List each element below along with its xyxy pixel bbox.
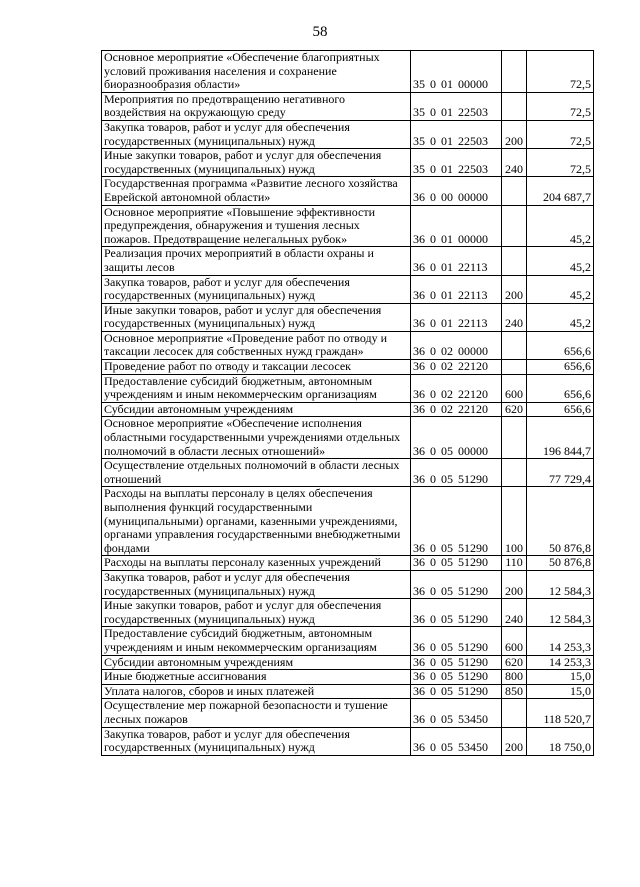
row-sum-cell: 12 584,3 — [527, 570, 594, 598]
row-name-cell: Основное мероприятие «Обеспечение исполнения областными государственными учреждениями отдельных полномочий в области лесных отношений» — [102, 417, 411, 459]
row-sum-cell: 45,2 — [527, 247, 594, 275]
row-expense-type-cell: 620 — [502, 655, 527, 670]
row-expense-type-cell — [502, 699, 527, 727]
table-row — [102, 487, 594, 556]
table-row — [102, 177, 594, 205]
row-sum-cell: 656,6 — [527, 402, 594, 417]
row-sum-cell: 656,6 — [527, 360, 594, 375]
row-csr-code-cell: 36 0 05 51290 — [411, 599, 502, 627]
row-sum-cell: 12 584,3 — [527, 599, 594, 627]
table-row — [102, 374, 594, 402]
row-name-cell: Уплата налогов, сборов и иных платежей — [102, 684, 411, 699]
table-row — [102, 417, 594, 459]
row-csr-code-cell: 36 0 05 51290 — [411, 684, 502, 699]
table-row — [102, 627, 594, 655]
row-name-cell: Реализация прочих мероприятий в области охраны и защиты лесов — [102, 247, 411, 275]
row-name-cell: Расходы на выплаты персоналу казенных учреждений — [102, 556, 411, 571]
row-csr-code-cell: 36 0 01 22113 — [411, 303, 502, 331]
row-csr-code-cell: 36 0 05 51290 — [411, 487, 502, 556]
row-name-cell: Мероприятия по предотвращению негативного воздействия на окружающую среду — [102, 92, 411, 120]
row-sum-cell: 45,2 — [527, 275, 594, 303]
row-name-cell: Проведение работ по отводу и таксации лесосек — [102, 360, 411, 375]
row-name-cell: Иные закупки товаров, работ и услуг для обеспечения государственных (муниципальных) нужд — [102, 303, 411, 331]
row-name-cell: Иные закупки товаров, работ и услуг для обеспечения государственных (муниципальных) нужд — [102, 599, 411, 627]
row-expense-type-cell: 600 — [502, 374, 527, 402]
row-expense-type-cell: 240 — [502, 599, 527, 627]
row-csr-code-cell: 36 0 02 00000 — [411, 331, 502, 359]
row-sum-cell: 45,2 — [527, 303, 594, 331]
row-sum-cell: 15,0 — [527, 670, 594, 685]
row-sum-cell: 14 253,3 — [527, 627, 594, 655]
row-expense-type-cell: 240 — [502, 149, 527, 177]
budget-table — [101, 50, 594, 756]
table-row — [102, 92, 594, 120]
row-csr-code-cell: 36 0 01 00000 — [411, 205, 502, 247]
row-expense-type-cell: 110 — [502, 556, 527, 571]
page-number: 58 — [312, 24, 328, 40]
row-sum-cell: 14 253,3 — [527, 655, 594, 670]
row-name-cell: Государственная программа «Развитие лесного хозяйства Еврейской автономной области» — [102, 177, 411, 205]
row-sum-cell: 50 876,8 — [527, 556, 594, 571]
row-name-cell: Расходы на выплаты персоналу в целях обеспечения выполнения функций государственными (муниципальными) органами, казенными учреждениями, органами управления государственными внебюджетными фондами — [102, 487, 411, 556]
row-csr-code-cell: 36 0 05 51290 — [411, 670, 502, 685]
row-sum-cell: 118 520,7 — [527, 699, 594, 727]
table-row — [102, 699, 594, 727]
table-body — [102, 51, 594, 756]
row-expense-type-cell: 240 — [502, 303, 527, 331]
table-row — [102, 670, 594, 685]
row-expense-type-cell — [502, 92, 527, 120]
row-csr-code-cell: 35 0 01 22503 — [411, 120, 502, 148]
row-expense-type-cell — [502, 177, 527, 205]
row-sum-cell: 45,2 — [527, 205, 594, 247]
table-row — [102, 727, 594, 755]
row-csr-code-cell: 36 0 00 00000 — [411, 177, 502, 205]
row-csr-code-cell: 36 0 05 00000 — [411, 417, 502, 459]
row-sum-cell: 656,6 — [527, 374, 594, 402]
row-sum-cell: 77 729,4 — [527, 459, 594, 487]
table-row — [102, 275, 594, 303]
table-row — [102, 331, 594, 359]
row-name-cell: Субсидии автономным учреждениям — [102, 655, 411, 670]
row-expense-type-cell: 800 — [502, 670, 527, 685]
row-name-cell: Основное мероприятие «Проведение работ по отводу и таксации лесосек для собственных нужд граждан» — [102, 331, 411, 359]
row-name-cell: Иные бюджетные ассигнования — [102, 670, 411, 685]
row-name-cell: Основное мероприятие «Повышение эффективности предупреждения, обнаружения и тушения лесных пожаров. Предотвращение нелегальных рубок» — [102, 205, 411, 247]
row-csr-code-cell: 36 0 05 51290 — [411, 570, 502, 598]
row-csr-code-cell: 35 0 01 22503 — [411, 149, 502, 177]
table-row — [102, 247, 594, 275]
row-csr-code-cell: 36 0 02 22120 — [411, 402, 502, 417]
row-expense-type-cell: 620 — [502, 402, 527, 417]
row-expense-type-cell: 200 — [502, 120, 527, 148]
row-expense-type-cell — [502, 205, 527, 247]
table-row — [102, 556, 594, 571]
row-expense-type-cell: 850 — [502, 684, 527, 699]
table-row — [102, 205, 594, 247]
row-csr-code-cell: 36 0 01 22113 — [411, 247, 502, 275]
table-row — [102, 360, 594, 375]
row-sum-cell: 18 750,0 — [527, 727, 594, 755]
row-name-cell: Иные закупки товаров, работ и услуг для обеспечения государственных (муниципальных) нужд — [102, 149, 411, 177]
table-row — [102, 51, 594, 93]
row-expense-type-cell — [502, 247, 527, 275]
row-csr-code-cell: 36 0 02 22120 — [411, 360, 502, 375]
row-expense-type-cell — [502, 331, 527, 359]
row-name-cell: Закупка товаров, работ и услуг для обеспечения государственных (муниципальных) нужд — [102, 275, 411, 303]
row-name-cell: Субсидии автономным учреждениям — [102, 402, 411, 417]
row-expense-type-cell: 200 — [502, 570, 527, 598]
row-csr-code-cell: 36 0 02 22120 — [411, 374, 502, 402]
row-csr-code-cell: 36 0 05 51290 — [411, 655, 502, 670]
table-row — [102, 684, 594, 699]
row-sum-cell: 72,5 — [527, 51, 594, 93]
row-sum-cell: 72,5 — [527, 120, 594, 148]
row-expense-type-cell: 200 — [502, 727, 527, 755]
table-row — [102, 149, 594, 177]
row-name-cell: Закупка товаров, работ и услуг для обеспечения государственных (муниципальных) нужд — [102, 727, 411, 755]
row-csr-code-cell: 36 0 05 51290 — [411, 556, 502, 571]
row-name-cell: Предоставление субсидий бюджетным, автономным учреждениям и иным некоммерческим организациям — [102, 374, 411, 402]
table-row — [102, 570, 594, 598]
row-csr-code-cell: 35 0 01 22503 — [411, 92, 502, 120]
table-row — [102, 402, 594, 417]
row-expense-type-cell — [502, 459, 527, 487]
row-expense-type-cell: 100 — [502, 487, 527, 556]
row-name-cell: Предоставление субсидий бюджетным, автономным учреждениям и иным некоммерческим организациям — [102, 627, 411, 655]
row-sum-cell: 196 844,7 — [527, 417, 594, 459]
row-name-cell: Закупка товаров, работ и услуг для обеспечения государственных (муниципальных) нужд — [102, 570, 411, 598]
row-csr-code-cell: 35 0 01 00000 — [411, 51, 502, 93]
row-name-cell: Осуществление отдельных полномочий в области лесных отношений — [102, 459, 411, 487]
row-name-cell: Основное мероприятие «Обеспечение благоприятных условий проживания населения и сохранение биоразнообразия области» — [102, 51, 411, 93]
row-sum-cell: 72,5 — [527, 149, 594, 177]
row-sum-cell: 204 687,7 — [527, 177, 594, 205]
row-expense-type-cell: 600 — [502, 627, 527, 655]
table-row — [102, 599, 594, 627]
row-csr-code-cell: 36 0 05 53450 — [411, 727, 502, 755]
table-row — [102, 459, 594, 487]
table-row — [102, 303, 594, 331]
table-row — [102, 120, 594, 148]
row-csr-code-cell: 36 0 01 22113 — [411, 275, 502, 303]
row-csr-code-cell: 36 0 05 53450 — [411, 699, 502, 727]
row-sum-cell: 15,0 — [527, 684, 594, 699]
row-name-cell: Осуществление мер пожарной безопасности и тушение лесных пожаров — [102, 699, 411, 727]
row-expense-type-cell — [502, 417, 527, 459]
row-csr-code-cell: 36 0 05 51290 — [411, 627, 502, 655]
table-row — [102, 655, 594, 670]
row-csr-code-cell: 36 0 05 51290 — [411, 459, 502, 487]
row-sum-cell: 72,5 — [527, 92, 594, 120]
row-expense-type-cell — [502, 51, 527, 93]
row-name-cell: Закупка товаров, работ и услуг для обеспечения государственных (муниципальных) нужд — [102, 120, 411, 148]
row-expense-type-cell — [502, 360, 527, 375]
row-sum-cell: 656,6 — [527, 331, 594, 359]
row-expense-type-cell: 200 — [502, 275, 527, 303]
row-sum-cell: 50 876,8 — [527, 487, 594, 556]
